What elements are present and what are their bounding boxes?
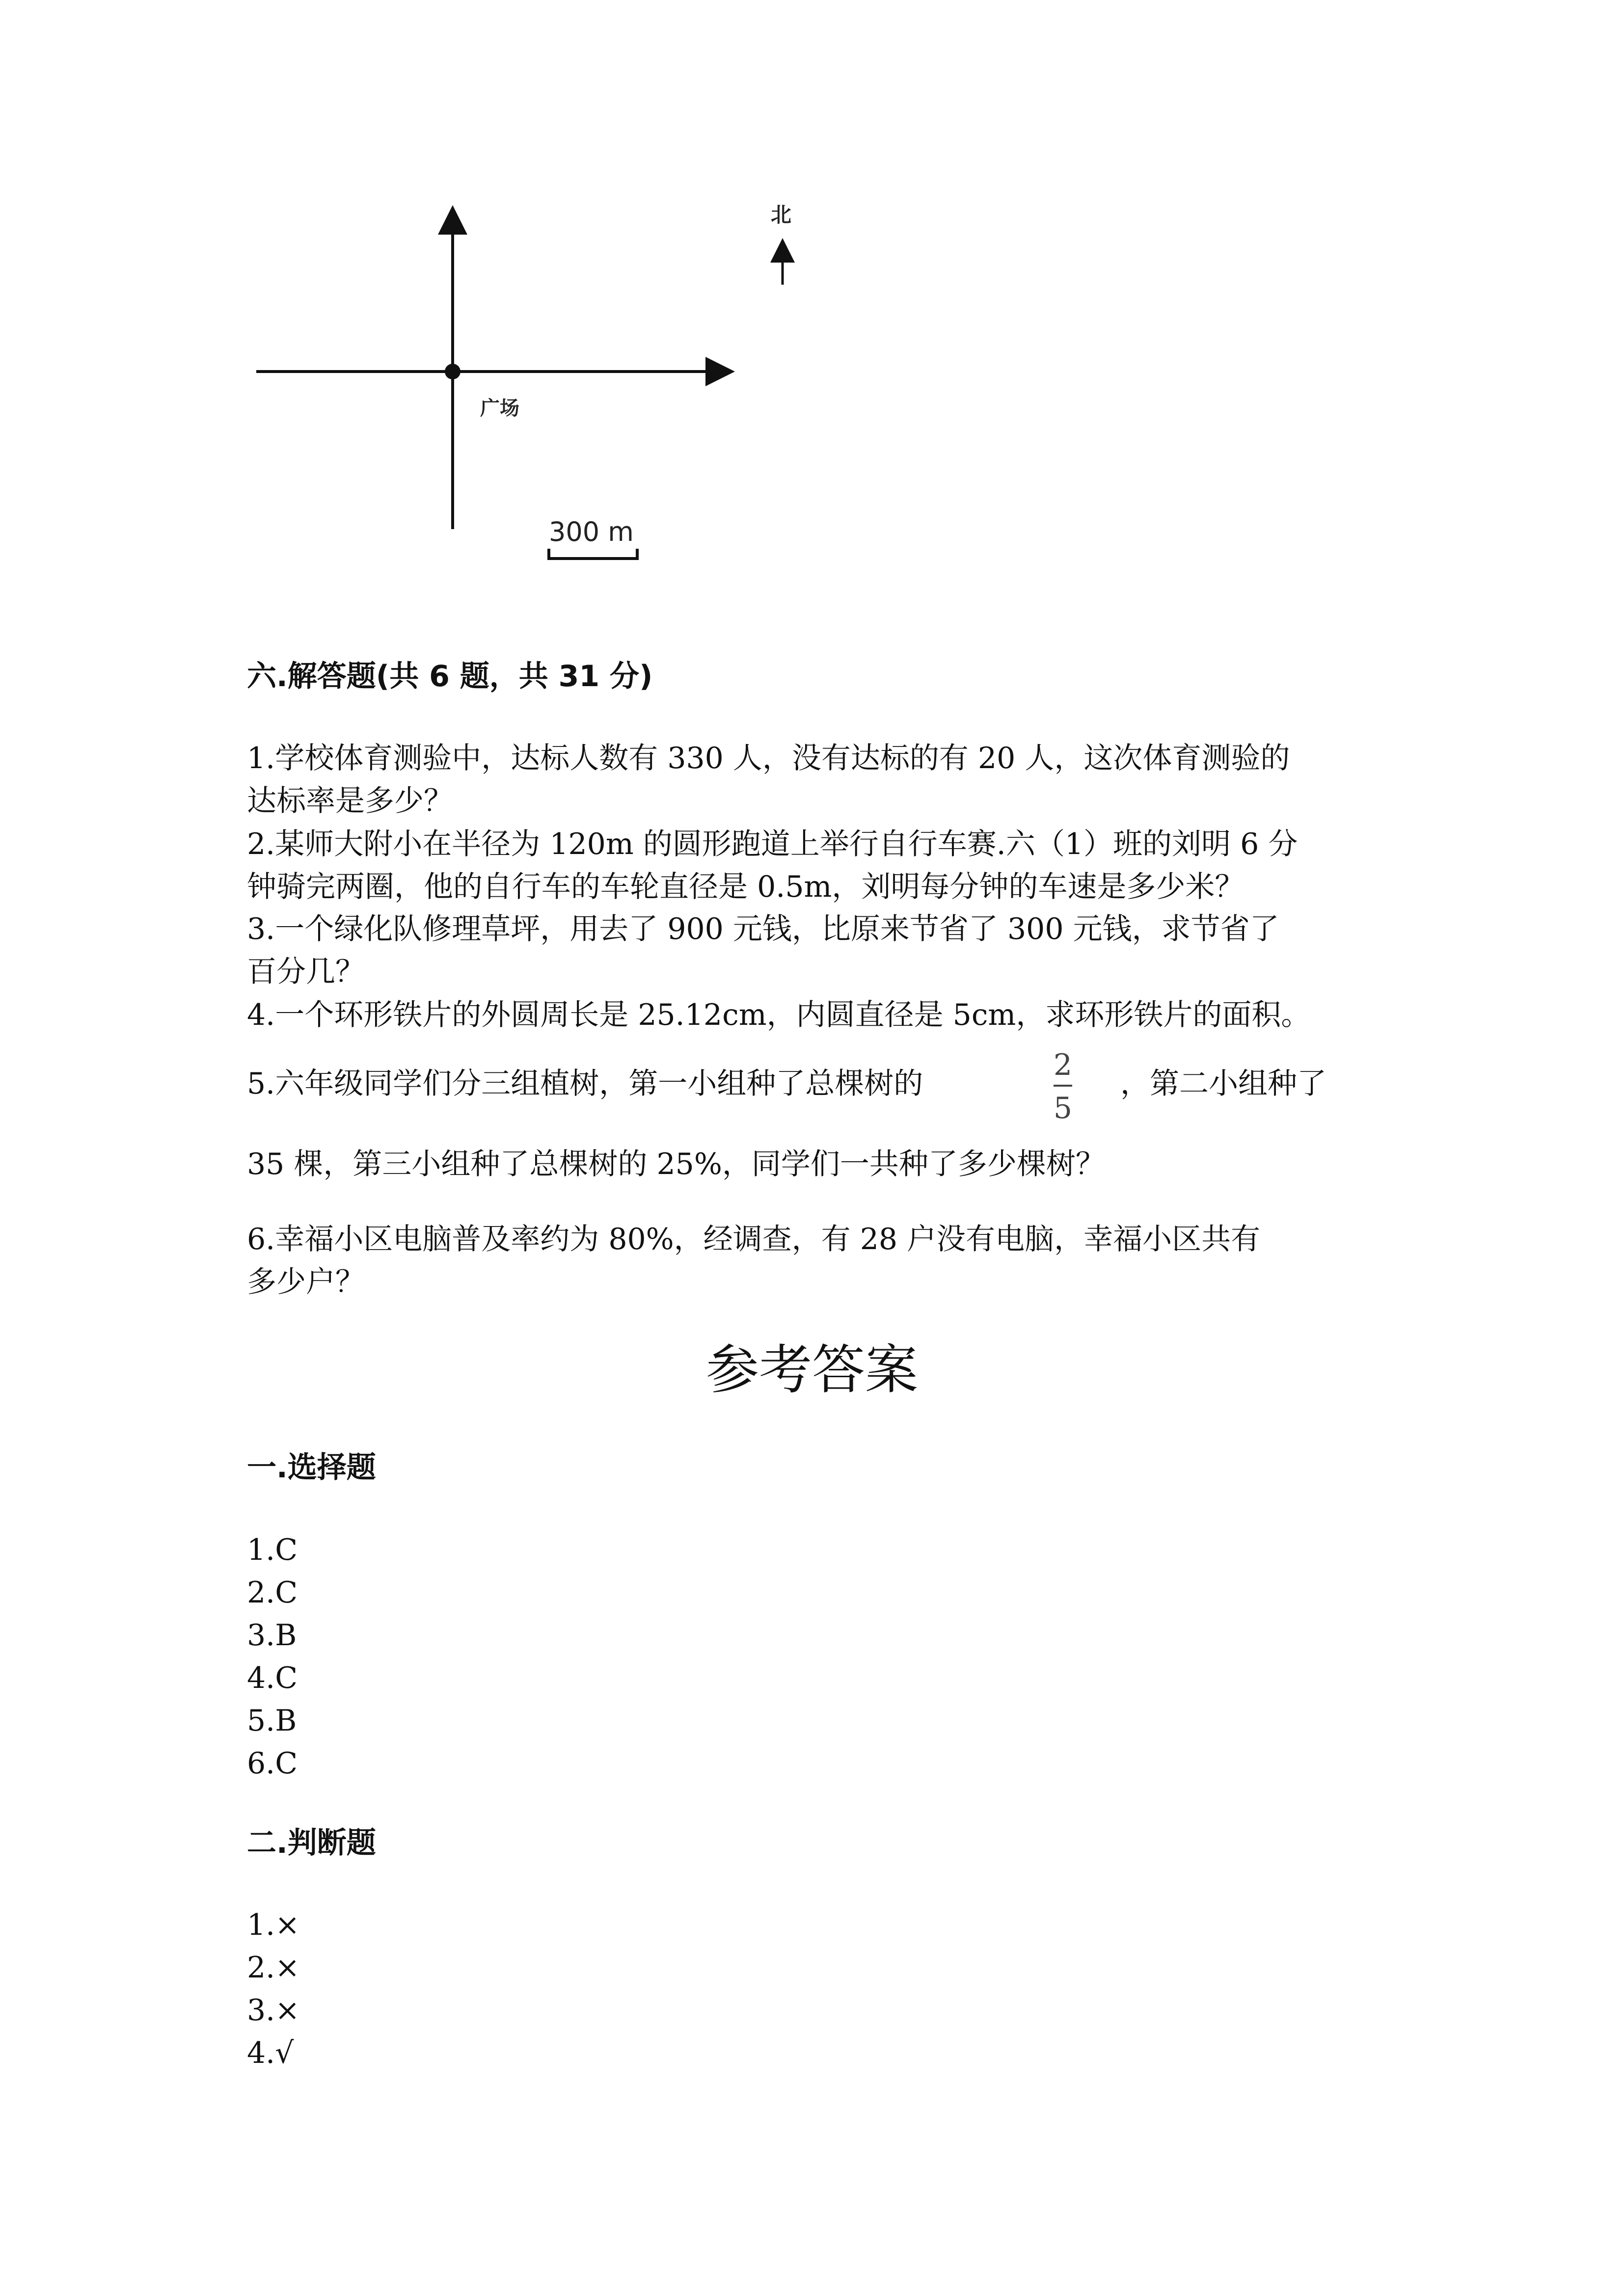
question-5-part-2: ，第二小组种了	[1120, 1067, 1326, 1101]
question-3-line-2: 百分几？	[247, 955, 365, 989]
map-diagram-svg	[0, 0, 1624, 589]
section-6-heading: 六.解答题(共 6 题，共 31 分)	[247, 659, 653, 694]
question-5-part-1: 5.六年级同学们分三组植树，第一小组种了总棵树的	[247, 1067, 923, 1101]
answer-item: 4.√	[247, 2036, 294, 2070]
plaza-point	[445, 364, 460, 379]
fraction-bar	[1054, 1085, 1072, 1087]
answer-item: 1.C	[247, 1533, 298, 1567]
answers-section-1-heading: 一.选择题	[247, 1450, 376, 1485]
question-5-line-2: 35 棵，第三小组种了总棵树的 25%，同学们一共种了多少棵树？	[247, 1147, 1105, 1181]
answers-title: 参考答案	[705, 1339, 918, 1401]
scale-label: 300 m	[549, 516, 634, 547]
question-4-line-1: 4.一个环形铁片的外圆周长是 25.12cm，内圆直径是 5cm，求环形铁片的面积。	[247, 998, 1311, 1032]
question-2-line-2: 钟骑完两圈，他的自行车的车轮直径是 0.5m，刘明每分钟的车速是多少米？	[247, 870, 1245, 904]
answer-item: 5.B	[247, 1704, 297, 1738]
plaza-label: 广场	[480, 397, 519, 420]
fraction-denominator: 5	[1053, 1091, 1073, 1125]
answer-item: 2.×	[247, 1950, 300, 1985]
answer-item: 4.C	[247, 1661, 298, 1695]
map-diagram	[0, 0, 1624, 589]
answers-section-2-heading: 二.判断题	[247, 1826, 376, 1860]
answer-item: 6.C	[247, 1746, 298, 1781]
answer-item: 3.B	[247, 1618, 297, 1653]
question-1-line-2: 达标率是多少？	[247, 784, 453, 818]
question-1-line-1: 1.学校体育测验中，达标人数有 330 人，没有达标的有 20 人，这次体育测验的	[247, 741, 1290, 775]
question-6-line-2: 多少户？	[247, 1265, 365, 1299]
north-label: 北	[771, 203, 792, 227]
answer-item: 2.C	[247, 1575, 298, 1610]
question-6-line-1: 6.幸福小区电脑普及率约为 80%，经调查，有 28 户没有电脑，幸福小区共有	[247, 1222, 1261, 1256]
fraction-numerator: 2	[1053, 1048, 1073, 1082]
answer-item: 3.×	[247, 1993, 300, 2028]
question-2-line-1: 2.某师大附小在半径为 120m 的圆形跑道上举行自行车赛.六（1）班的刘明 6 分	[247, 827, 1298, 861]
scale-bar	[549, 549, 637, 559]
question-3-line-1: 3.一个绿化队修理草坪，用去了 900 元钱，比原来节省了 300 元钱，求节省了	[247, 912, 1279, 946]
answer-item: 1.×	[247, 1908, 300, 1942]
